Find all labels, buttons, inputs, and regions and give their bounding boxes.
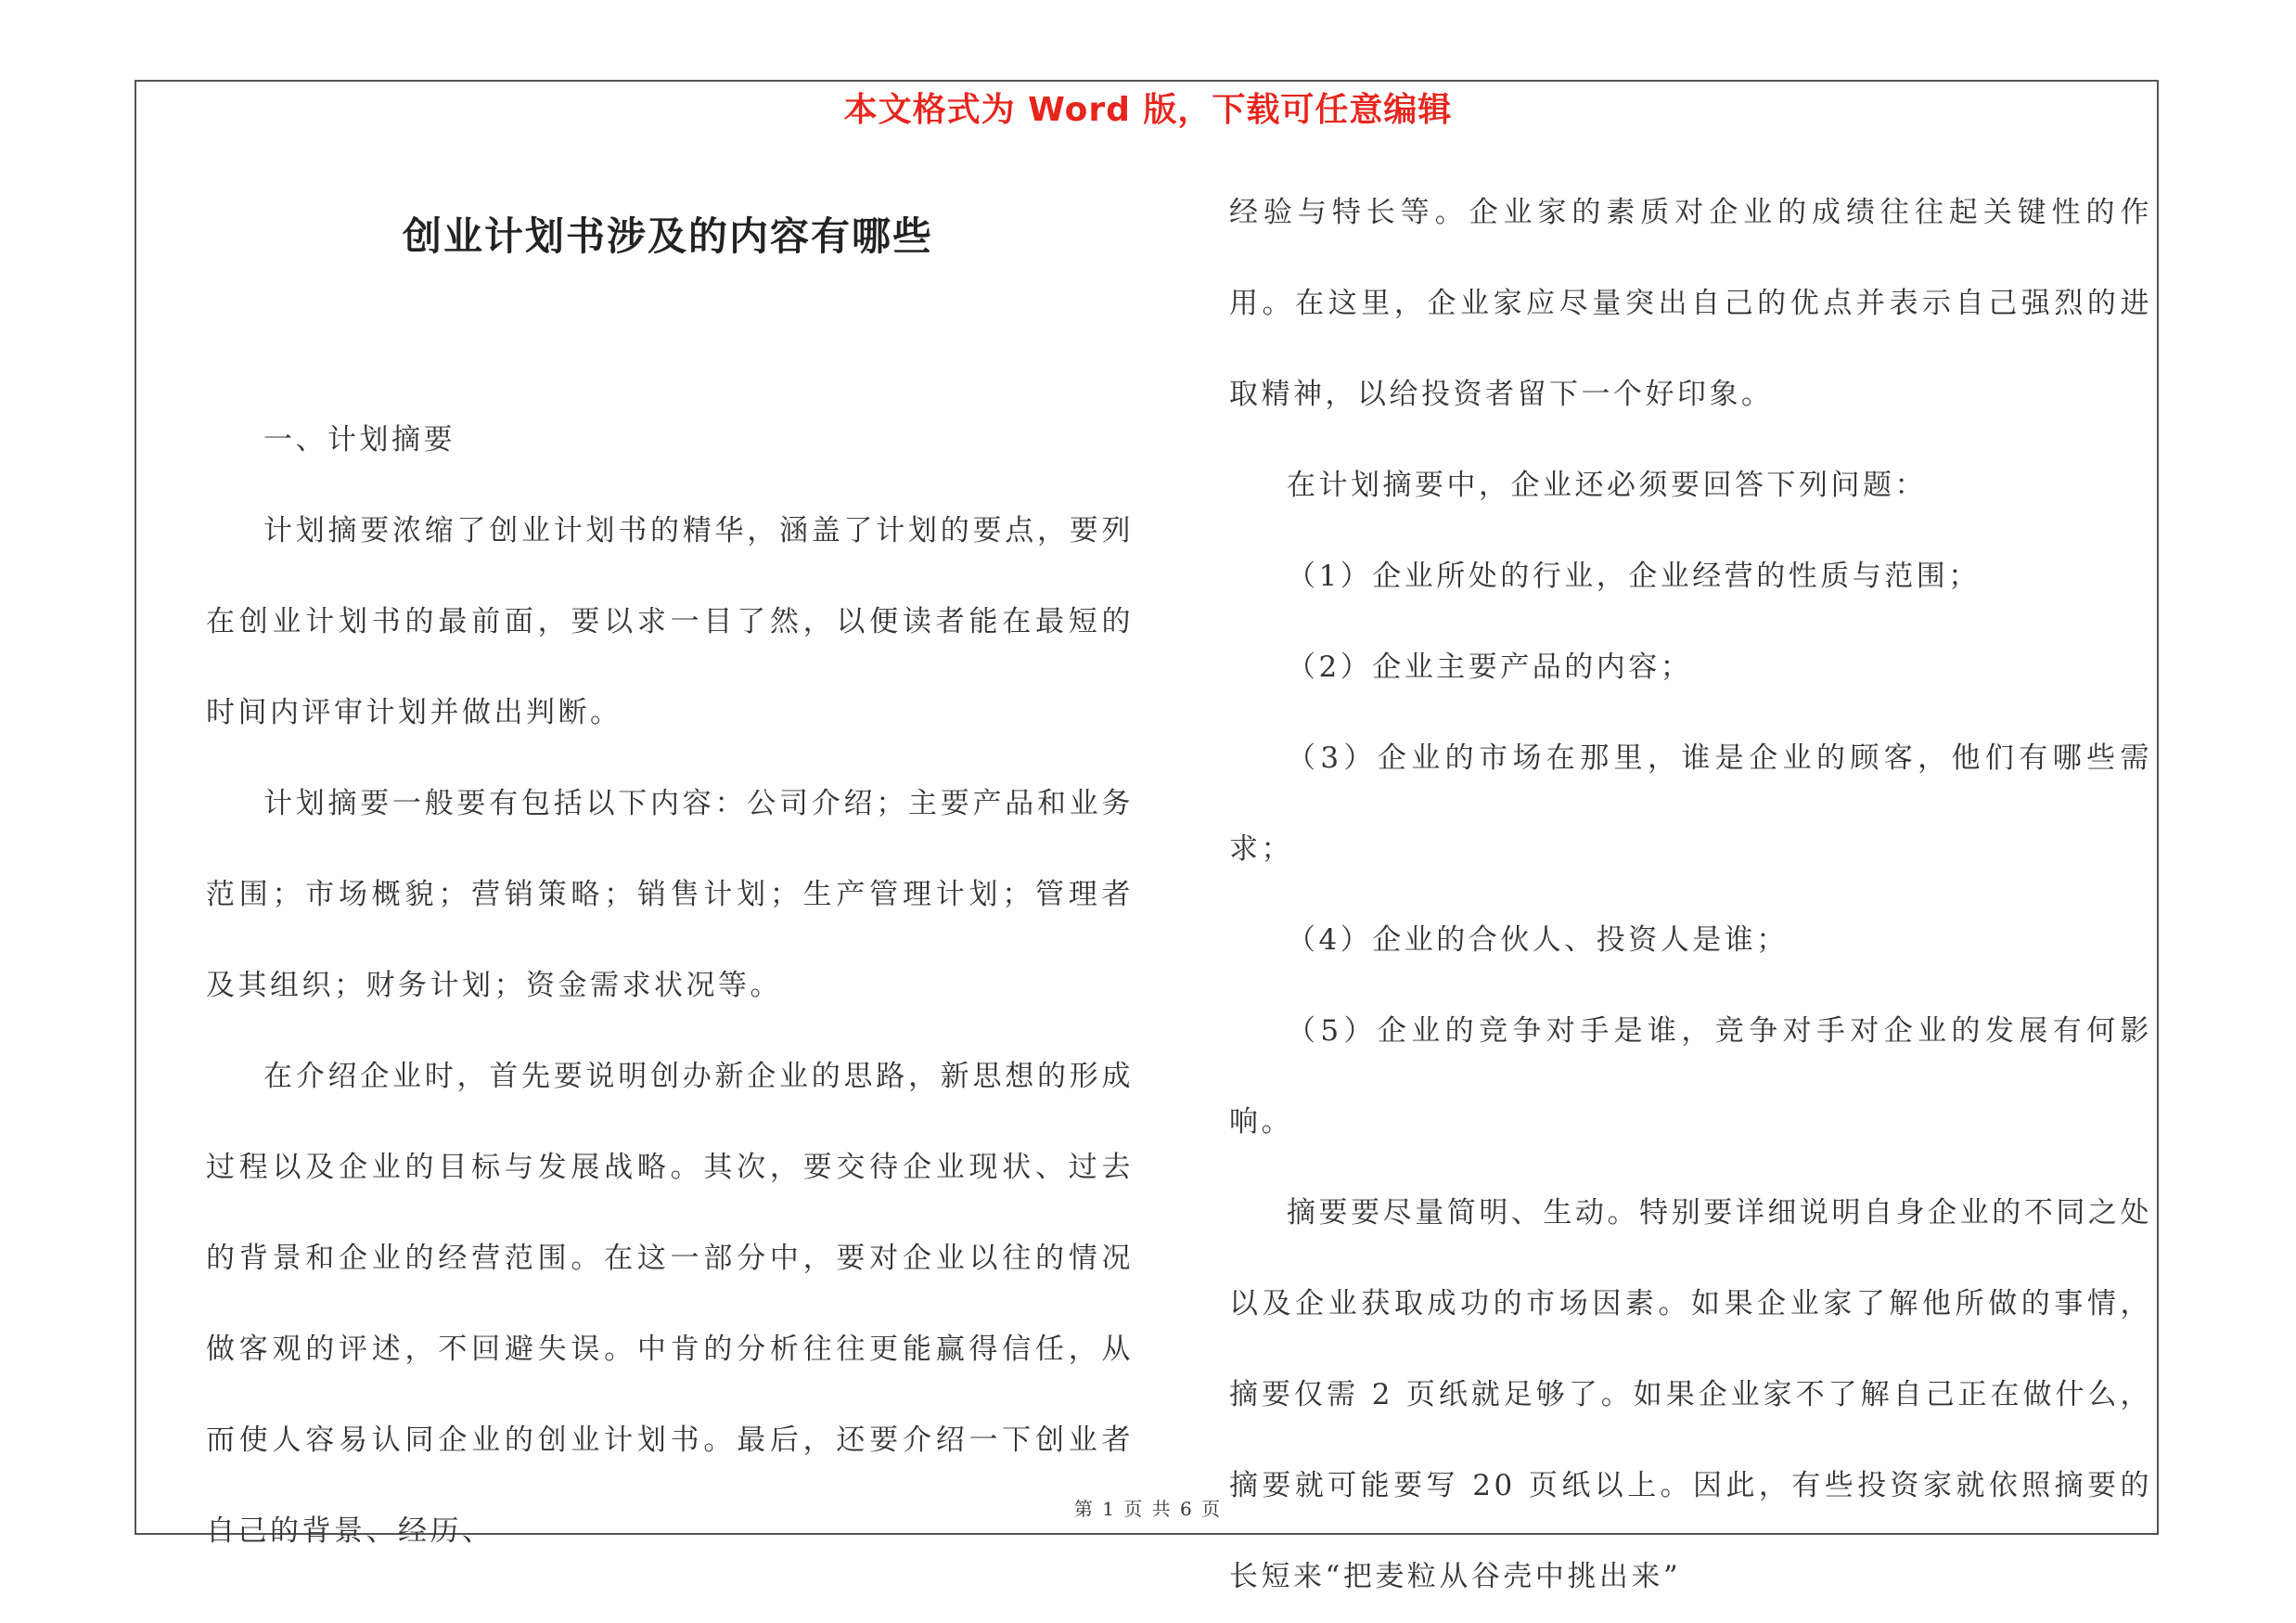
left-column (206, 394, 1134, 1577)
paragraph: 计划摘要浓缩了创业计划书的精华，涵盖了计划的要点，要列在创业计划书的最前面，要以求一目了然，以便读者能在最短的时间内评审计划并做出判断。 (206, 514, 1134, 729)
paragraph: 在计划摘要中，企业还必须要回答下列问题： (1287, 469, 1927, 502)
paragraph: 在介绍企业时，首先要说明创办新企业的思路，新思想的形成过程以及企业的目标与发展战略。其次，要交待企业现状、过去的背景和企业的经营范围。在这一部分中，要对企业以往的情况做客观的评述，不回避失误。中肯的分析往往更能赢得信任，从而使人容易认同企业的创业计划书。最后，还要介绍一下创业者自己的背景、经历、 (206, 1060, 1134, 1548)
document-title: 创业计划书涉及的内容有哪些 (402, 213, 933, 259)
question-item: （5）企业的竞争对手是谁，竞争对手对企业的发展有何影响。 (1229, 1014, 2152, 1139)
paragraph-continued: 经验与特长等。企业家的素质对企业的成绩往往起关键性的作用。在这里，企业家应尽量突出自己的优点并表示自己强烈的进取精神，以给投资者留下一个好印象。 (1229, 196, 2152, 411)
right-column (1229, 167, 2152, 1622)
page-number-footer: 第 1 页 共 6 页 (1073, 1498, 1223, 1520)
question-item: （2）企业主要产品的内容； (1287, 650, 1693, 684)
question-item: （1）企业所处的行业，企业经营的性质与范围； (1287, 560, 1981, 593)
question-item: （3）企业的市场在那里，谁是企业的顾客，他们有哪些需求； (1229, 741, 2152, 866)
paragraph: 计划摘要一般要有包括以下内容：公司介绍；主要产品和业务范围；市场概貌；营销策略；销售计划；生产管理计划；管理者及其组织；财务计划；资金需求状况等。 (206, 787, 1134, 1002)
section-heading: 一、计划摘要 (263, 423, 455, 457)
paragraph: 摘要要尽量简明、生动。特别要详细说明自身企业的不同之处以及企业获取成功的市场因素。如果企业家了解他所做的事情，摘要仅需 2 页纸就足够了。如果企业家不了解自己正在做什么，摘要就可能要写 20 页纸以上。因此，有些投资家就依照摘要的长短来“把麦粒从谷壳中挑出来” (1229, 1196, 2152, 1593)
format-notice-banner: 本文格式为 Word 版，下载可任意编辑 (843, 91, 1453, 129)
question-item: （4）企业的合伙人、投资人是谁； (1287, 923, 1789, 957)
